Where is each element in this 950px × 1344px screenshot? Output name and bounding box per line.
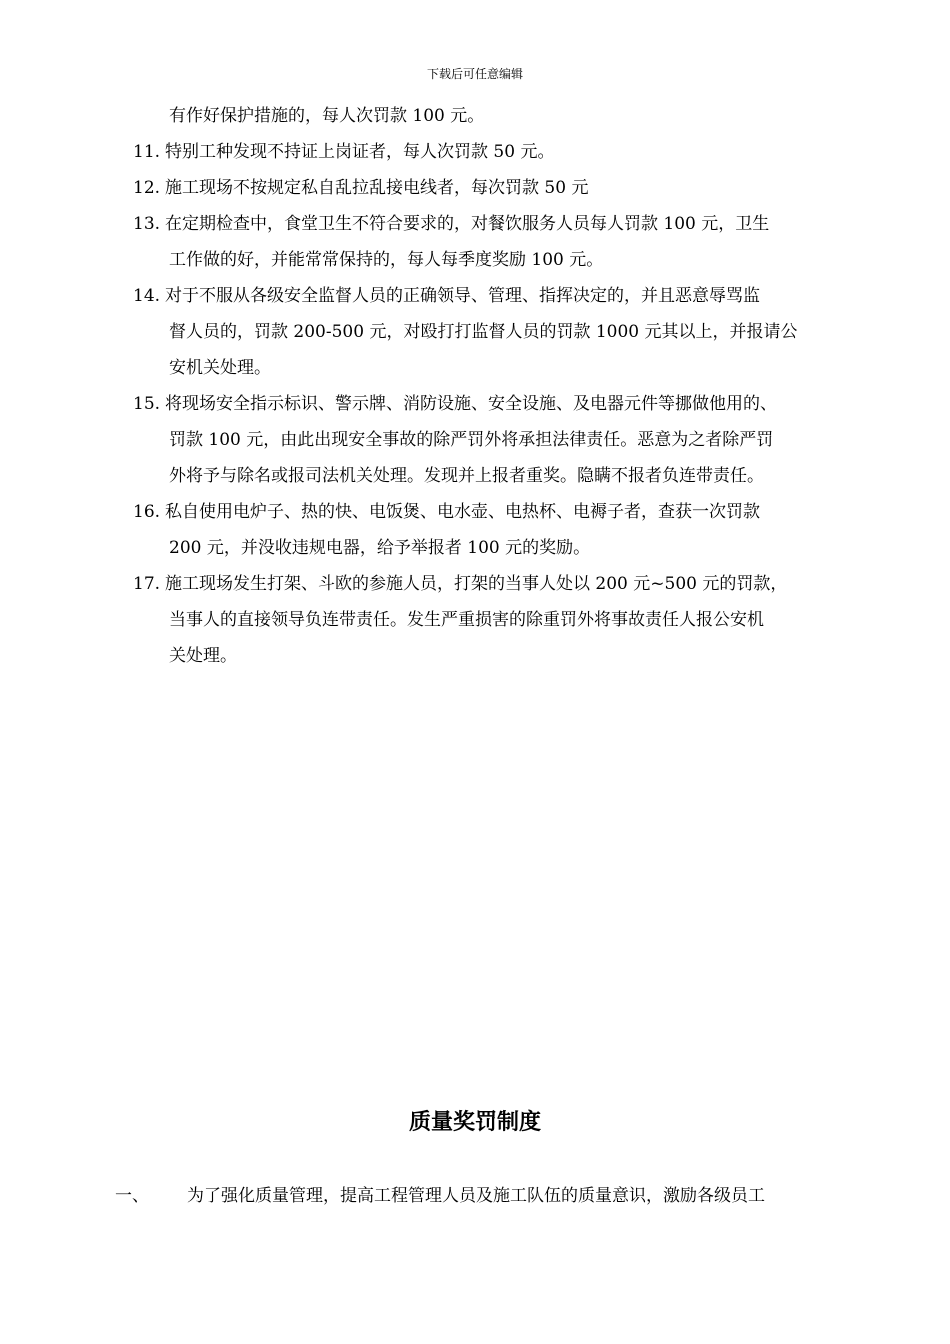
- item-text: 罚款 100 元，由此出现安全事故的除严罚外将承担法律责任。恶意为之者除严罚: [169, 430, 774, 450]
- item-number: 12.: [133, 178, 161, 198]
- item-text: 督人员的，罚款 200-500 元，对殴打打监督人员的罚款 1000 元其以上，并报请公: [169, 322, 798, 342]
- item-text: 关处理。: [169, 646, 237, 666]
- item-text: 当事人的直接领导负连带责任。发生严重损害的除重罚外将事故责任人报公安机: [169, 610, 764, 630]
- item-text: 安机关处理。: [169, 358, 271, 378]
- item-number: 11.: [133, 142, 161, 162]
- item-number: 14.: [133, 286, 161, 306]
- item-text: 外将予与除名或报司法机关处理。发现并上报者重奖。隐瞒不报者负连带责任。: [169, 466, 764, 486]
- page-header: 下载后可任意编辑: [426, 67, 523, 81]
- item-number: 16.: [133, 502, 161, 522]
- section-title: 质量奖罚制度: [408, 1109, 541, 1135]
- item-text: 施工现场不按规定私自乱拉乱接电线者，每次罚款 50 元: [165, 178, 589, 198]
- item-text: 工作做的好，并能常常保持的，每人每季度奖励 100 元。: [169, 250, 604, 270]
- item-number: 15.: [133, 394, 161, 414]
- item-number: 17.: [133, 574, 161, 594]
- item-text: 在定期检查中，食堂卫生不符合要求的，对餐饮服务人员每人罚款 100 元，卫生: [165, 214, 770, 234]
- item-number: 13.: [133, 214, 161, 234]
- section-item-text: 为了强化质量管理，提高工程管理人员及施工队伍的质量意识，激励各级员工: [187, 1186, 765, 1206]
- item-text: 特别工种发现不持证上岗证者，每人次罚款 50 元。: [165, 142, 555, 162]
- continuation-line: 有作好保护措施的，每人次罚款 100 元。: [169, 106, 485, 126]
- item-text: 200 元，并没收违规电器，给予举报者 100 元的奖励。: [169, 538, 591, 558]
- item-text: 施工现场发生打架、斗欧的参施人员，打架的当事人处以 200 元~500 元的罚款，: [165, 574, 788, 594]
- item-text: 私自使用电炉子、热的快、电饭煲、电水壶、电热杯、电褥子者，查获一次罚款: [165, 502, 760, 522]
- section-item-number: 一、: [115, 1186, 149, 1206]
- item-text: 对于不服从各级安全监督人员的正确领导、管理、指挥决定的，并且恶意辱骂监: [165, 286, 760, 306]
- item-text: 将现场安全指示标识、警示牌、消防设施、安全设施、及电器元件等挪做他用的、: [165, 394, 777, 414]
